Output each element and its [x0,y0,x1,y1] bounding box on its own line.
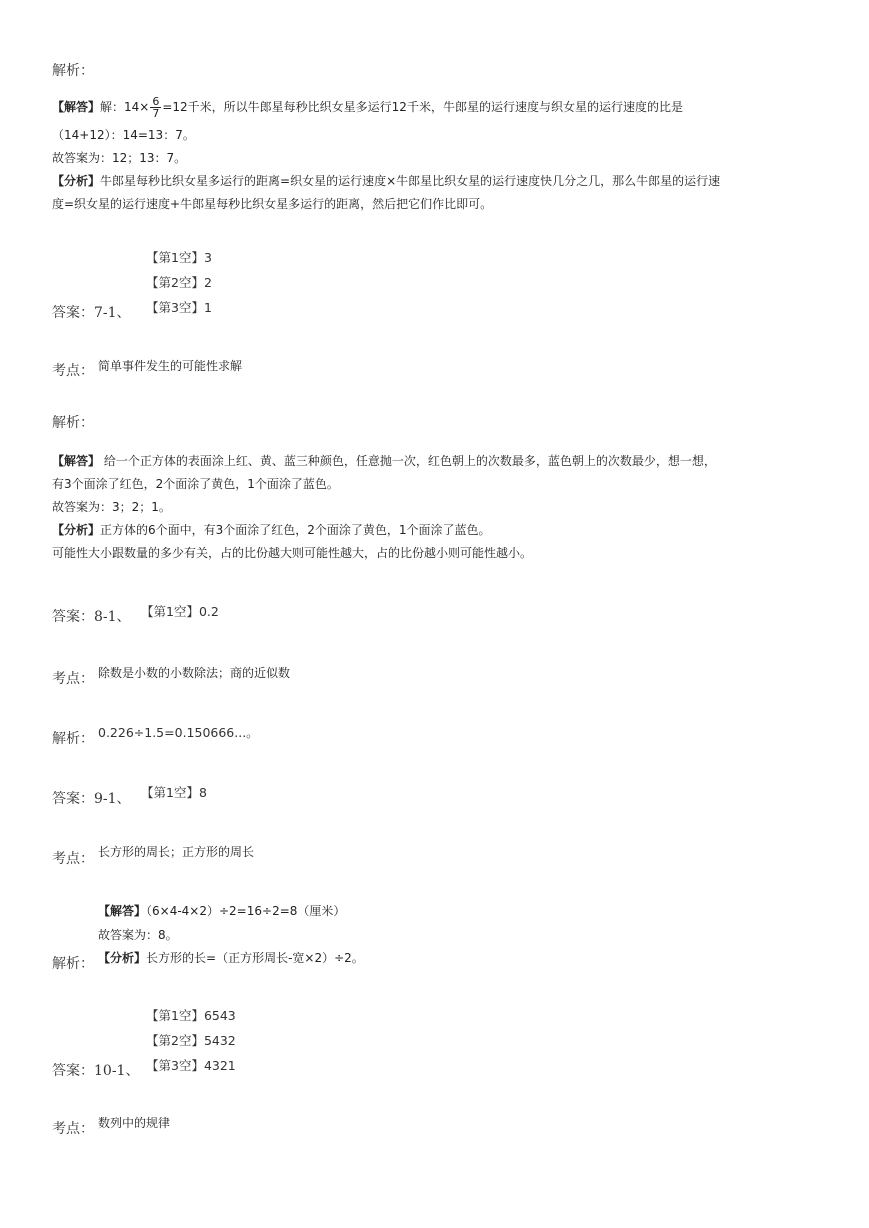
blank-answer: 【第1空】8 [141,785,207,800]
analysis-line [98,947,364,969]
blank-answer: 【第1空】0.2 [141,604,219,619]
knowledge-point-text: 数列中的规律 [98,1116,171,1130]
analysis-text: 牛郎星每秒比织女星多运行的距离=织女星的运行速度×牛郎星比织女星的运行速度快几分之几，那么牛郎星的运行速 [100,174,721,188]
analysis-line [52,519,491,541]
analysis-tag: 【分析】 [98,951,147,965]
analysis-line [52,170,720,192]
knowledge-point-label: 考点： [52,671,94,687]
blank-answer: 【第1空】3 [146,250,212,265]
blank-answer: 【第3空】4321 [146,1058,236,1073]
fraction [150,96,161,119]
analysis-line: 故答案为：3；2；1。 [52,500,171,514]
analysis-text: 长方形的长=（正方形周长-宽×2）÷2。 [146,951,364,965]
analysis-line: 故答案为：12；13：7。 [52,151,187,165]
knowledge-point-label: 考点： [52,1121,94,1137]
analysis-line [52,450,716,472]
equation-suffix: =12千米，所以牛郎星每秒比织女星多运行12千米，牛郎星的运行速度与织女星的运行速度的比是 [162,100,683,114]
blank-answer: 【第1空】6543 [146,1008,236,1023]
analysis-tag: 【分析】 [52,523,101,537]
answer-label: 答案：7-1、 [52,305,131,321]
analysis-line [98,900,345,922]
blank-answer: 【第2空】2 [146,275,212,290]
answer-label: 答案：9-1、 [52,791,131,807]
analysis-line: 故答案为：8。 [98,928,178,942]
blank-answer: 【第2空】5432 [146,1033,236,1048]
analysis-tag: 【分析】 [52,174,101,188]
answer-label: 答案：10-1、 [52,1063,140,1079]
answer-tag: 【解答】 [98,904,147,918]
analysis-text: 给一个正方体的表面涂上红、黄、蓝三种颜色，任意抛一次，红色朝上的次数最多，蓝色朝上的次数最少，想一想， [100,454,716,468]
analysis-text: 正方体的6个面中，有3个面涂了红色，2个面涂了黄色，1个面涂了蓝色。 [100,523,491,537]
answer-label: 答案：8-1、 [52,609,131,625]
answer-tag: 【解答】 [52,454,101,468]
equation-prefix: 解：14× [100,100,150,114]
knowledge-point-label: 考点： [52,363,94,379]
analysis-text: 0.226÷1.5=0.150666...。 [98,725,259,740]
knowledge-point-text: 除数是小数的小数除法；商的近似数 [98,666,291,680]
blank-answer: 【第3空】1 [146,300,212,315]
analysis-line: 有3个面涂了红色，2个面涂了黄色，1个面涂了蓝色。 [52,477,339,491]
analysis-line: 度=织女星的运行速度+牛郎星每秒比织女星多运行的距离，然后把它们作比即可。 [52,197,493,211]
knowledge-point-text: 长方形的周长；正方形的周长 [98,845,255,859]
knowledge-point-text: 简单事件发生的可能性求解 [98,359,243,373]
analysis-text: （6×4-4×2）÷2=16÷2=8（厘米） [146,904,346,918]
analysis-line: 可能性大小跟数量的多少有关，占的比份越大则可能性越大，占的比份越小则可能性越小。 [52,546,533,560]
fraction-numerator: 6 [152,95,160,108]
analysis-label: 解析： [52,956,94,972]
analysis-label: 解析： [52,731,94,747]
analysis-line: （14+12）：14=13：7。 [52,128,195,142]
answer-tag: 【解答】 [52,100,101,114]
fraction-denominator: 7 [152,107,160,120]
knowledge-point-label: 考点： [52,851,94,867]
analysis-label: 解析： [52,63,94,79]
analysis-line [52,96,683,119]
analysis-label: 解析： [52,415,94,431]
